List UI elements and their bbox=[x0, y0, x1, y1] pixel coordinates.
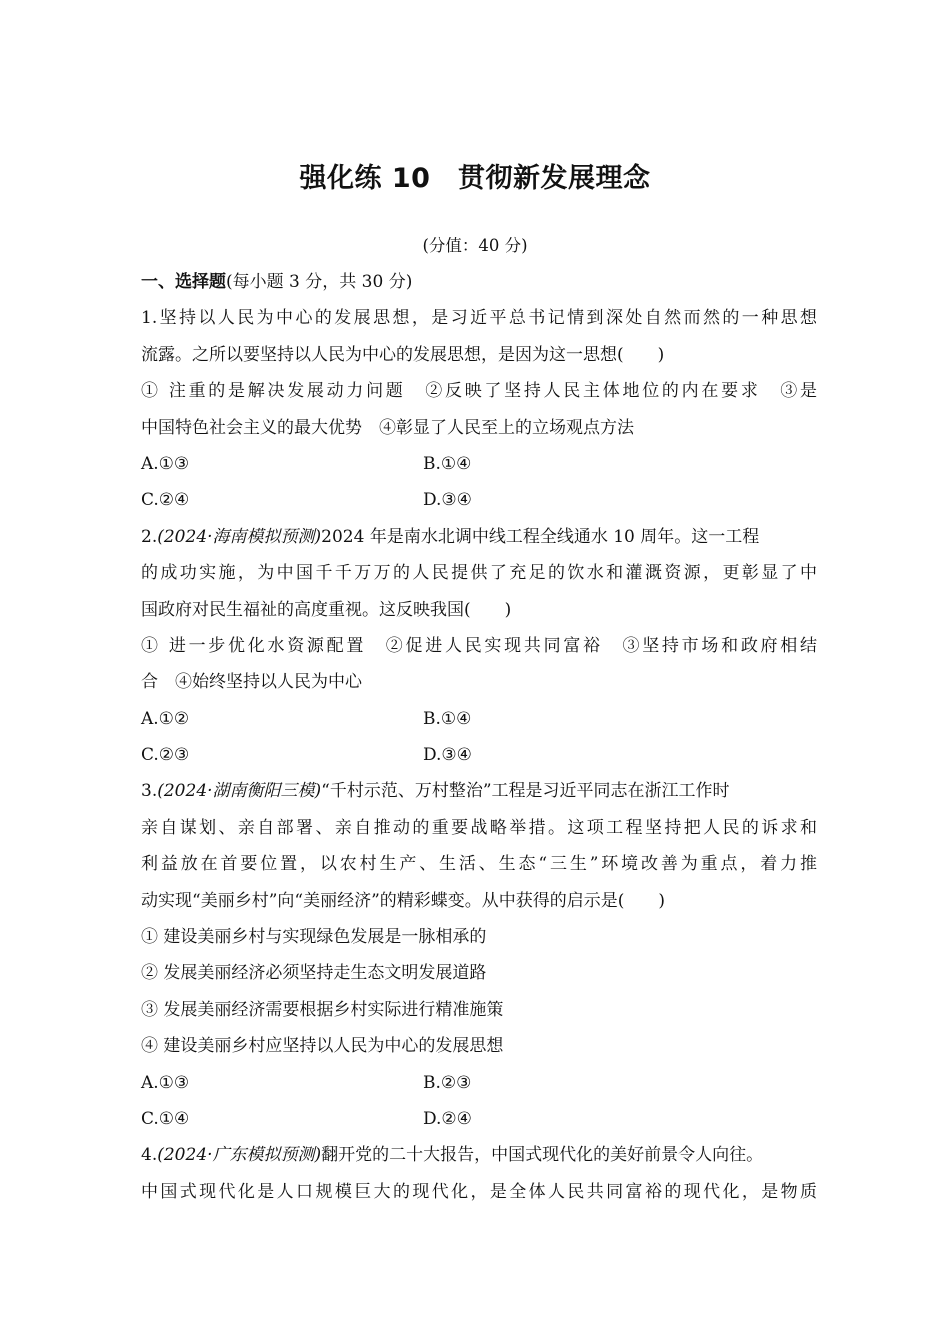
question-stem-line: 的成功实施，为中国千千万万的人民提供了充足的饮水和灌溉资源，更彰显了中 bbox=[141, 563, 817, 584]
option-row bbox=[141, 1101, 817, 1137]
question-source: (2024·湖南衡阳三模) bbox=[157, 781, 322, 802]
option-a: A.①③ bbox=[141, 1072, 190, 1093]
option-d: D.②④ bbox=[423, 1108, 472, 1129]
question-item-line: 中国特色社会主义的最大优势 ④彰显了人民至上的立场观点方法 bbox=[141, 417, 634, 438]
question-item-line: ① 进一步优化水资源配置 ②促进人民实现共同富裕 ③坚持市场和政府相结 bbox=[141, 635, 817, 656]
question-stem-line: 亲自谋划、亲自部署、亲自推动的重要战略举措。这项工程坚持把人民的诉求和 bbox=[141, 817, 817, 838]
option-c: C.①④ bbox=[141, 1108, 190, 1129]
question-stem-line bbox=[141, 1137, 817, 1173]
question-stem-text: 2024 年是南水北调中线工程全线通水 10 周年。这一工程 bbox=[321, 526, 760, 547]
option-row bbox=[141, 1065, 817, 1101]
section-label: 一、选择题 bbox=[141, 272, 226, 292]
option-c: C.②③ bbox=[141, 745, 190, 766]
question-number: 4. bbox=[141, 1145, 158, 1166]
question-3 bbox=[141, 773, 817, 1137]
question-item-line: ② 发展美丽经济必须坚持走生态文明发展道路 bbox=[141, 963, 487, 984]
option-row bbox=[141, 701, 817, 737]
question-stem-line: 中国式现代化是人口规模巨大的现代化，是全体人民共同富裕的现代化，是物质 bbox=[141, 1181, 817, 1202]
question-stem-line bbox=[141, 519, 817, 555]
question-2 bbox=[141, 519, 817, 774]
question-stem-text: 翻开党的二十大报告，中国式现代化的美好前景令人向往。 bbox=[321, 1145, 764, 1166]
question-item-line: ④ 建设美丽乡村应坚持以人民为中心的发展思想 bbox=[141, 1036, 504, 1057]
option-c: C.②④ bbox=[141, 490, 190, 511]
section-note: (每小题 3 分，共 30 分) bbox=[226, 272, 413, 292]
option-d: D.③④ bbox=[423, 745, 472, 766]
question-stem-line: 流露。之所以要坚持以人民为中心的发展思想，是因为这一思想( ) bbox=[141, 344, 665, 365]
question-number: 3. bbox=[141, 781, 158, 802]
option-b: B.②③ bbox=[423, 1072, 472, 1093]
option-row bbox=[141, 446, 817, 482]
score-note: (分值：40 分) bbox=[422, 236, 528, 255]
question-stem-line: 动实现“美丽乡村”向“美丽经济”的精彩蝶变。从中获得的启示是( ) bbox=[141, 890, 666, 911]
question-item-line: ③ 发展美丽经济需要根据乡村实际进行精准施策 bbox=[141, 999, 504, 1020]
question-4 bbox=[141, 1137, 817, 1210]
section-heading bbox=[141, 264, 817, 300]
question-source: (2024·广东模拟预测) bbox=[157, 1145, 322, 1166]
question-stem-line: 1.坚持以人民为中心的发展思想，是习近平总书记情到深处自然而然的一种思想 bbox=[141, 308, 817, 329]
question-stem-line: 国政府对民生福祉的高度重视。这反映我国( ) bbox=[141, 599, 512, 620]
page-title: 强化练 10 贯彻新发展理念 bbox=[299, 163, 651, 194]
question-1 bbox=[141, 300, 817, 518]
question-item-line: 合 ④始终坚持以人民为中心 bbox=[141, 672, 362, 693]
option-a: A.①③ bbox=[141, 453, 190, 474]
option-d: D.③④ bbox=[423, 490, 472, 511]
question-source: (2024·海南模拟预测) bbox=[157, 526, 322, 547]
option-b: B.①④ bbox=[423, 453, 472, 474]
question-stem-text: “千村示范、万村整治”工程是习近平同志在浙江工作时 bbox=[321, 781, 730, 802]
option-row bbox=[141, 482, 817, 518]
question-list bbox=[141, 264, 817, 1210]
question-item-line: ① 注重的是解决发展动力问题 ②反映了坚持人民主体地位的内在要求 ③是 bbox=[141, 381, 817, 402]
option-a: A.①② bbox=[141, 708, 190, 729]
question-number: 2. bbox=[141, 526, 158, 547]
question-stem-line bbox=[141, 773, 817, 809]
question-item-line: ① 建设美丽乡村与实现绿色发展是一脉相承的 bbox=[141, 927, 487, 948]
question-stem-line: 利益放在首要位置，以农村生产、生活、生态“三生”环境改善为重点，着力推 bbox=[141, 854, 817, 875]
option-row bbox=[141, 737, 817, 773]
option-b: B.①④ bbox=[423, 708, 472, 729]
